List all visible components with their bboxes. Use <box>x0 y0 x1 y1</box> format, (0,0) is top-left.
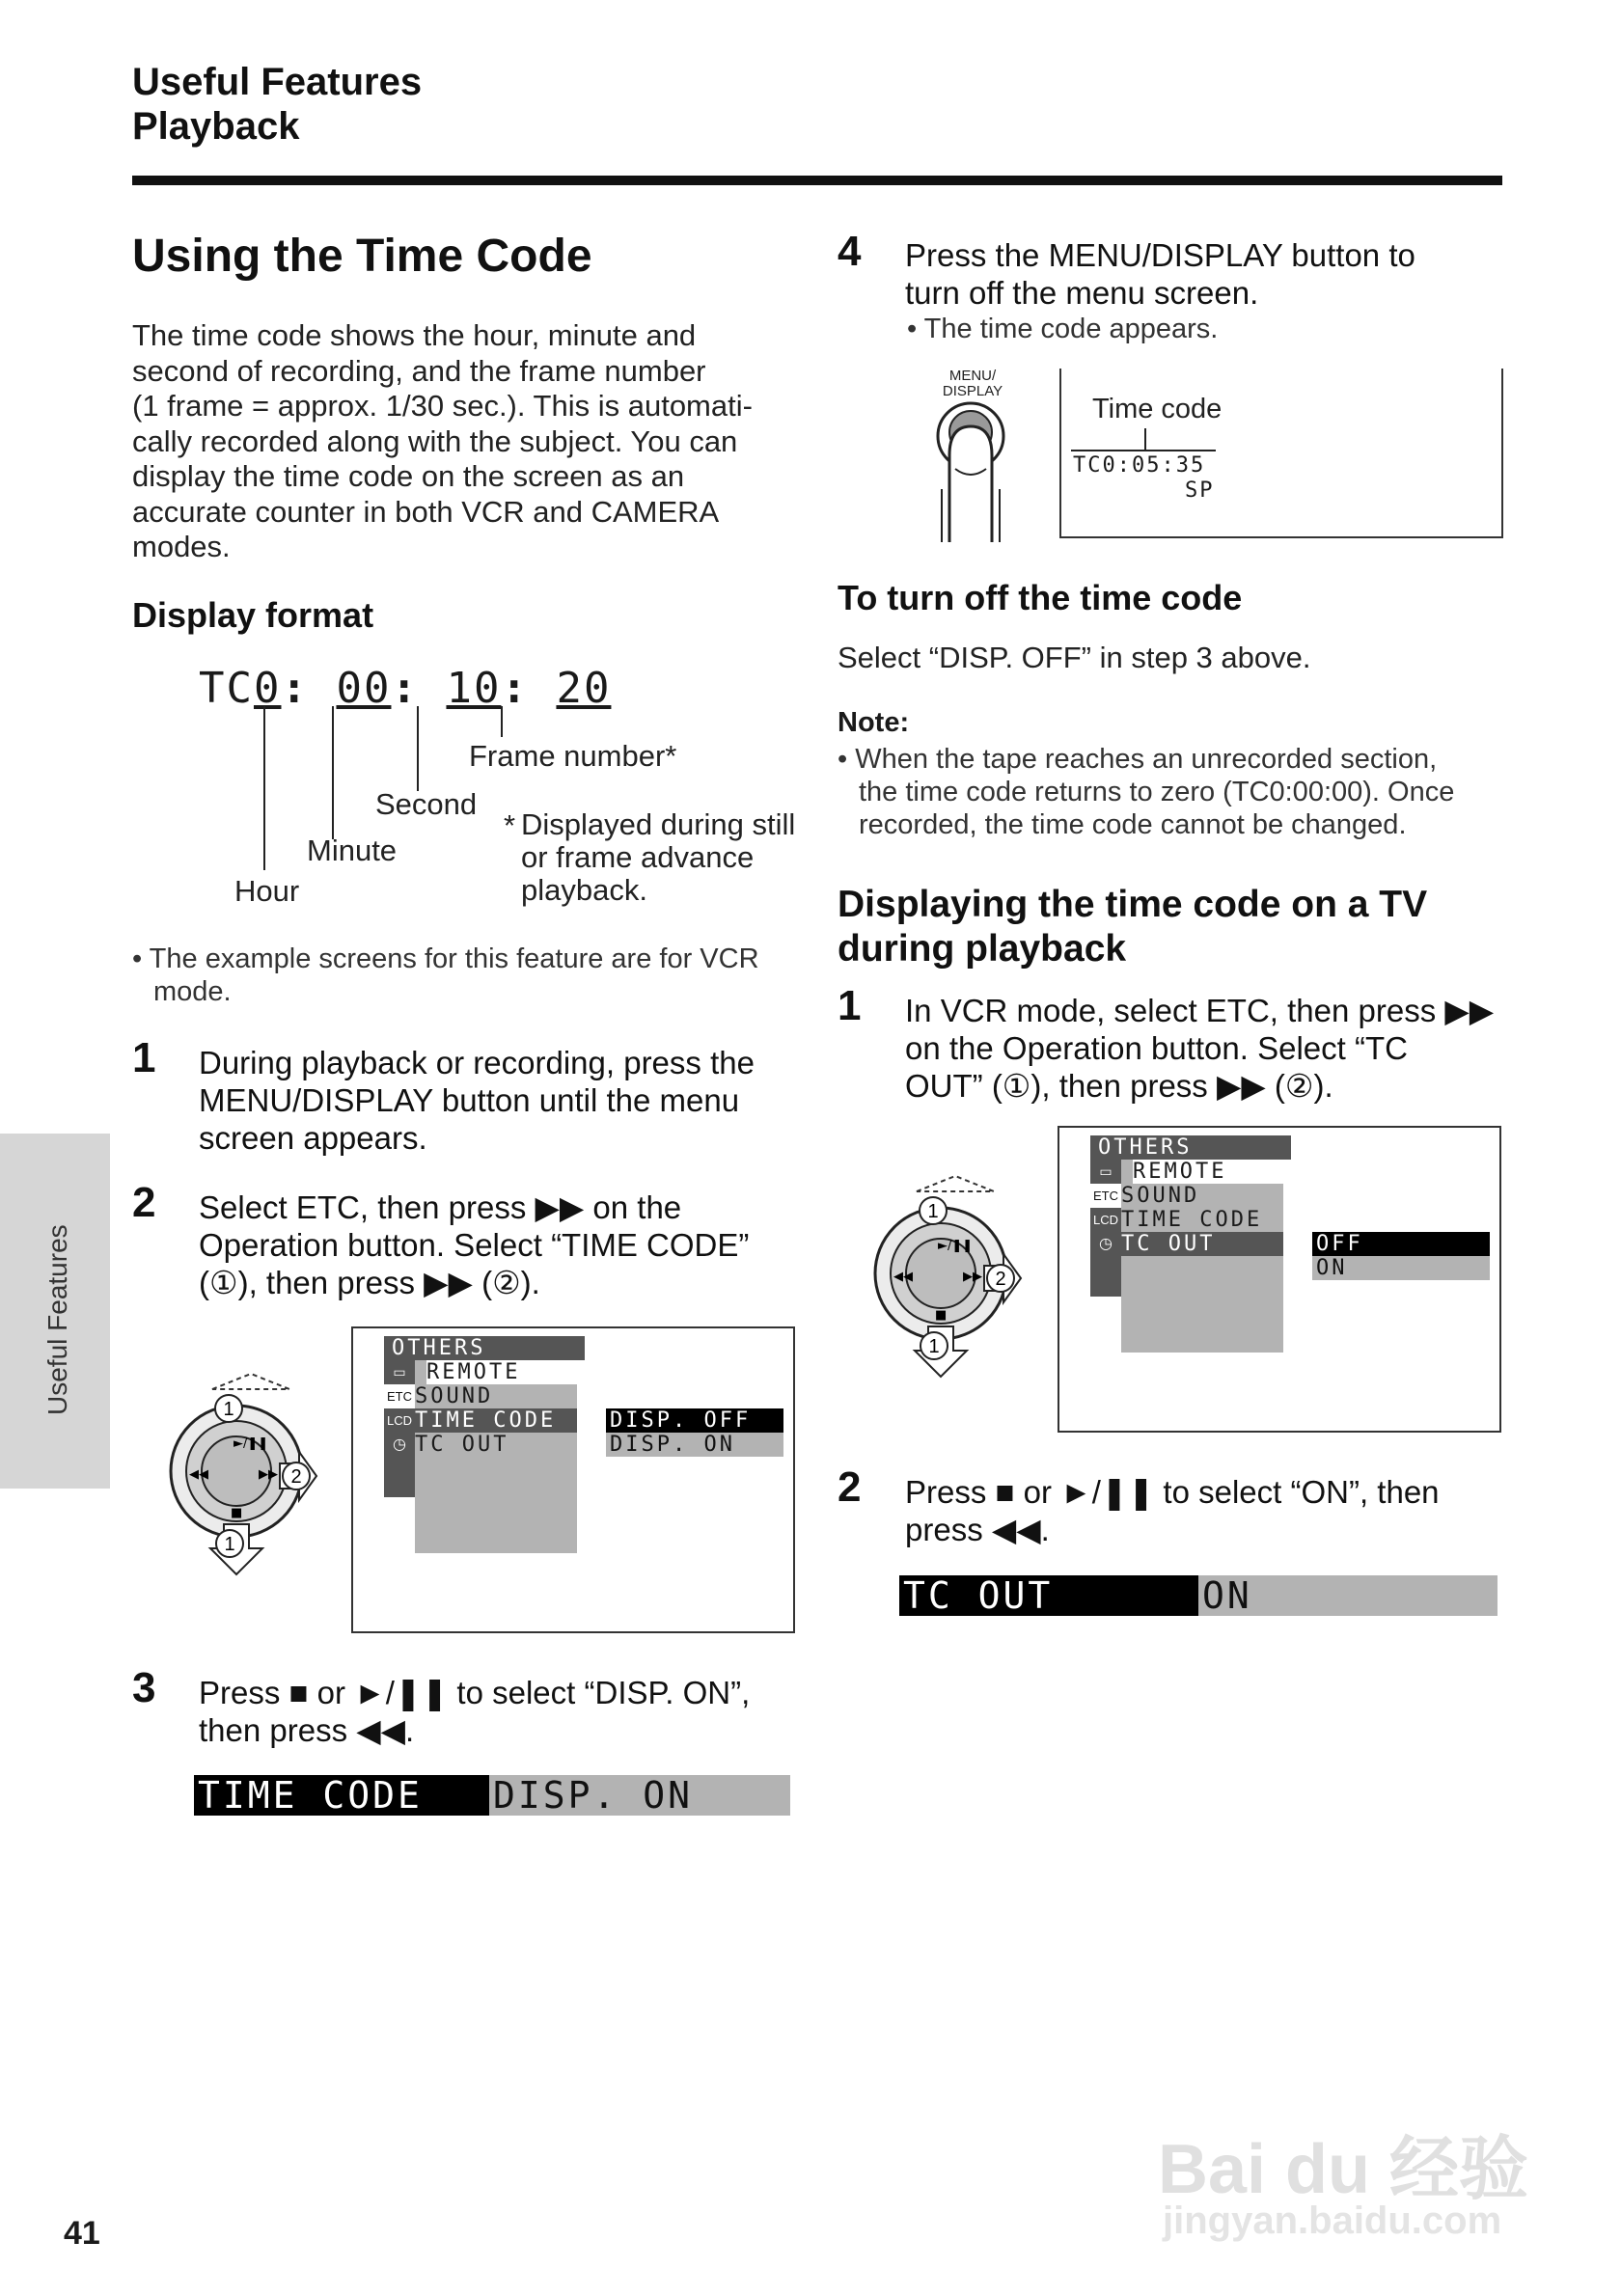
header-rule <box>132 176 1502 185</box>
step-number: 1 <box>132 1034 156 1081</box>
menu-option-on: ON <box>1312 1256 1490 1280</box>
clock-icon: ◷ <box>1099 1236 1113 1252</box>
time-code-diagram <box>193 656 810 916</box>
finger-press-icon <box>932 397 1019 542</box>
tc-bracket <box>1071 450 1216 451</box>
menu-item-time-code: TIME CODE <box>1121 1208 1263 1232</box>
step-1-text <box>199 1044 816 1157</box>
step-line: (①), then press ▶▶ (②). <box>199 1265 540 1300</box>
turn-off-text: Select “DISP. OFF” in step 3 above. <box>838 641 1311 674</box>
play-pause-icon: ►/❚❚ <box>938 1239 974 1253</box>
step-line: Operation button. Select “TIME CODE” <box>199 1227 750 1263</box>
menu-item-sound: SOUND <box>1121 1184 1200 1208</box>
footnote-line: Displayed during still <box>521 807 796 841</box>
intro-line: display the time code on the screen as an <box>132 459 685 493</box>
step-line: press ◀◀. <box>905 1512 1050 1547</box>
turn-off-heading: To turn off the time code <box>838 578 1243 617</box>
page-number: 41 <box>64 2215 100 2252</box>
result-value: ON <box>1198 1575 1497 1616</box>
operation-dial-illustration <box>859 1172 1052 1404</box>
example-note-line: • The example screens for this feature are for VCR <box>132 943 759 974</box>
result-bar <box>194 1775 790 1816</box>
step-line: Press ■ or ►/❚❚ to select “DISP. ON”, <box>199 1675 751 1710</box>
rewind-icon: ◀◀ <box>189 1467 208 1482</box>
etc-icon: ETC <box>1090 1184 1121 1208</box>
menu-item-tc-out: TC OUT <box>415 1433 509 1457</box>
callout-1: 1 <box>928 1336 940 1357</box>
footnote-line: or frame advance <box>521 840 755 874</box>
footnote-line: playback. <box>521 873 647 907</box>
tc-screen-readout: TC0:05:35 <box>1073 453 1206 478</box>
label-frame-number: Frame number* <box>469 739 677 773</box>
note-line: recorded, the time code cannot be changed. <box>859 809 1407 840</box>
stop-icon: ■ <box>231 1506 243 1520</box>
result-label: TIME CODE <box>194 1775 489 1816</box>
menu-screen <box>351 1326 795 1633</box>
menu-option-disp-off: DISP. OFF <box>606 1408 783 1433</box>
tc-screen <box>1059 369 1503 538</box>
callout-1: 1 <box>223 1399 234 1420</box>
stop-icon: ■ <box>935 1308 948 1323</box>
menu-option-off: OFF <box>1312 1232 1490 1256</box>
intro-line: (1 frame = approx. 1/30 sec.). This is automati- <box>132 389 753 423</box>
header-line-1: Useful Features <box>132 61 423 103</box>
label-minute: Minute <box>307 834 398 867</box>
menu-header: OTHERS <box>1090 1135 1291 1160</box>
etc-icon: ETC <box>384 1384 415 1408</box>
side-tab <box>0 1134 110 1489</box>
example-note-line: mode. <box>153 976 232 1007</box>
step-line: MENU/DISPLAY button until the menu <box>199 1082 740 1118</box>
menu-item-time-code: TIME CODE <box>415 1408 577 1433</box>
callout-1: 1 <box>224 1534 235 1555</box>
label-second: Second <box>375 787 478 821</box>
footnote <box>521 808 795 907</box>
rewind-icon: ◀◀ <box>893 1270 913 1284</box>
fast-forward-icon: ▶▶ <box>963 1270 982 1284</box>
example-note <box>132 943 808 1008</box>
menu-item-remote: REMOTE <box>415 1360 577 1384</box>
fast-forward-icon: ▶▶ <box>259 1467 278 1482</box>
watermark-url: jingyan.baidu.com <box>1163 2200 1502 2242</box>
step-2-text <box>199 1189 816 1301</box>
menu-display-label-line: MENU/ <box>948 368 997 384</box>
tv-step-1-text <box>905 992 1523 1105</box>
tv-heading-line: Displaying the time code on a TV <box>838 884 1428 925</box>
note-line: the time code returns to zero (TC0:00:00). Once <box>859 777 1455 807</box>
operation-dial-illustration <box>154 1370 347 1601</box>
tc-display: TC0: 00: 10: 20 <box>199 664 612 713</box>
intro-line: modes. <box>132 530 231 563</box>
tc-minute: 00 <box>336 664 392 713</box>
tc-screen-caption: Time code <box>1092 394 1223 424</box>
lcd-icon: LCD <box>386 1413 412 1428</box>
menu-header: OTHERS <box>384 1336 585 1360</box>
menu-icon-column <box>1090 1160 1121 1297</box>
step-number: 3 <box>132 1664 156 1711</box>
tape-icon: ▭ <box>1099 1163 1113 1179</box>
tc-frame: 20 <box>556 664 612 713</box>
page-title: Using the Time Code <box>132 231 592 282</box>
step-line: Press ■ or ►/❚❚ to select “ON”, then <box>905 1474 1440 1510</box>
tv-step-2-text <box>905 1473 1523 1548</box>
step-line: turn off the menu screen. <box>905 275 1259 311</box>
tv-heading-line: during playback <box>838 928 1127 970</box>
step-4-bullet: • The time code appears. <box>907 314 1219 344</box>
header-line-2: Playback <box>132 105 300 148</box>
tape-icon: ▭ <box>393 1364 406 1380</box>
callout-1: 1 <box>927 1201 939 1222</box>
step-number: 1 <box>838 982 862 1029</box>
label-hour: Hour <box>234 874 300 908</box>
lcd-icon: LCD <box>1092 1213 1118 1227</box>
callout-2: 2 <box>995 1269 1006 1290</box>
step-line: screen appears. <box>199 1120 427 1156</box>
menu-list <box>1121 1160 1283 1353</box>
menu-item-remote: REMOTE <box>1121 1160 1283 1184</box>
intro-line: cally recorded along with the subject. You can <box>132 424 738 458</box>
step-line: During playback or recording, press the <box>199 1045 755 1080</box>
note-body <box>838 743 1513 841</box>
note-line: • When the tape reaches an unrecorded section, <box>838 744 1438 775</box>
tv-heading <box>838 883 1427 971</box>
step-line: Select ETC, then press ▶▶ on the <box>199 1189 682 1225</box>
step-line: then press ◀◀. <box>199 1712 415 1748</box>
clock-icon: ◷ <box>393 1436 406 1453</box>
menu-screen <box>1058 1126 1501 1433</box>
tc-hour: 0 <box>253 664 282 713</box>
menu-icon-column <box>384 1360 415 1497</box>
callout-2: 2 <box>290 1466 302 1488</box>
tc-screen-mode: SP <box>1185 478 1215 503</box>
result-bar <box>899 1575 1497 1616</box>
step-number: 2 <box>132 1179 156 1226</box>
footnote-star: * <box>504 808 516 842</box>
intro-paragraph <box>132 318 808 565</box>
tc-caption-leader <box>1144 428 1146 450</box>
menu-display-label <box>934 369 1011 399</box>
display-format-heading: Display format <box>132 595 374 635</box>
section-header <box>132 60 422 149</box>
tc-prefix: TC <box>199 664 254 713</box>
step-3-text <box>199 1674 816 1749</box>
menu-option-disp-on: DISP. ON <box>606 1433 783 1457</box>
watermark-logo: Bai du 经验 <box>1158 2131 1529 2208</box>
intro-line: accurate counter in both VCR and CAMERA <box>132 494 720 529</box>
result-value: DISP. ON <box>489 1775 790 1816</box>
step-line: on the Operation button. Select “TC <box>905 1030 1408 1066</box>
step-line: Press the MENU/DISPLAY button to <box>905 237 1415 273</box>
play-pause-icon: ►/❚❚ <box>234 1436 269 1451</box>
step-number: 4 <box>838 228 862 275</box>
side-tab-label: Useful Features <box>42 1224 72 1415</box>
menu-list <box>415 1360 577 1553</box>
menu-item-tc-out: TC OUT <box>1121 1232 1283 1256</box>
step-line: OUT” (①), then press ▶▶ (②). <box>905 1068 1333 1104</box>
menu-display-label-line: DISPLAY <box>942 383 1003 399</box>
menu-item-sound: SOUND <box>415 1384 494 1408</box>
step-4-text <box>905 236 1523 312</box>
intro-line: The time code shows the hour, minute and <box>132 318 697 352</box>
result-label: TC OUT <box>899 1575 1198 1616</box>
step-line: In VCR mode, select ETC, then press ▶▶ <box>905 993 1495 1028</box>
intro-line: second of recording, and the frame number <box>132 353 706 388</box>
note-heading: Note: <box>838 707 910 738</box>
step-number: 2 <box>838 1463 862 1511</box>
tc-second: 10 <box>446 664 502 713</box>
